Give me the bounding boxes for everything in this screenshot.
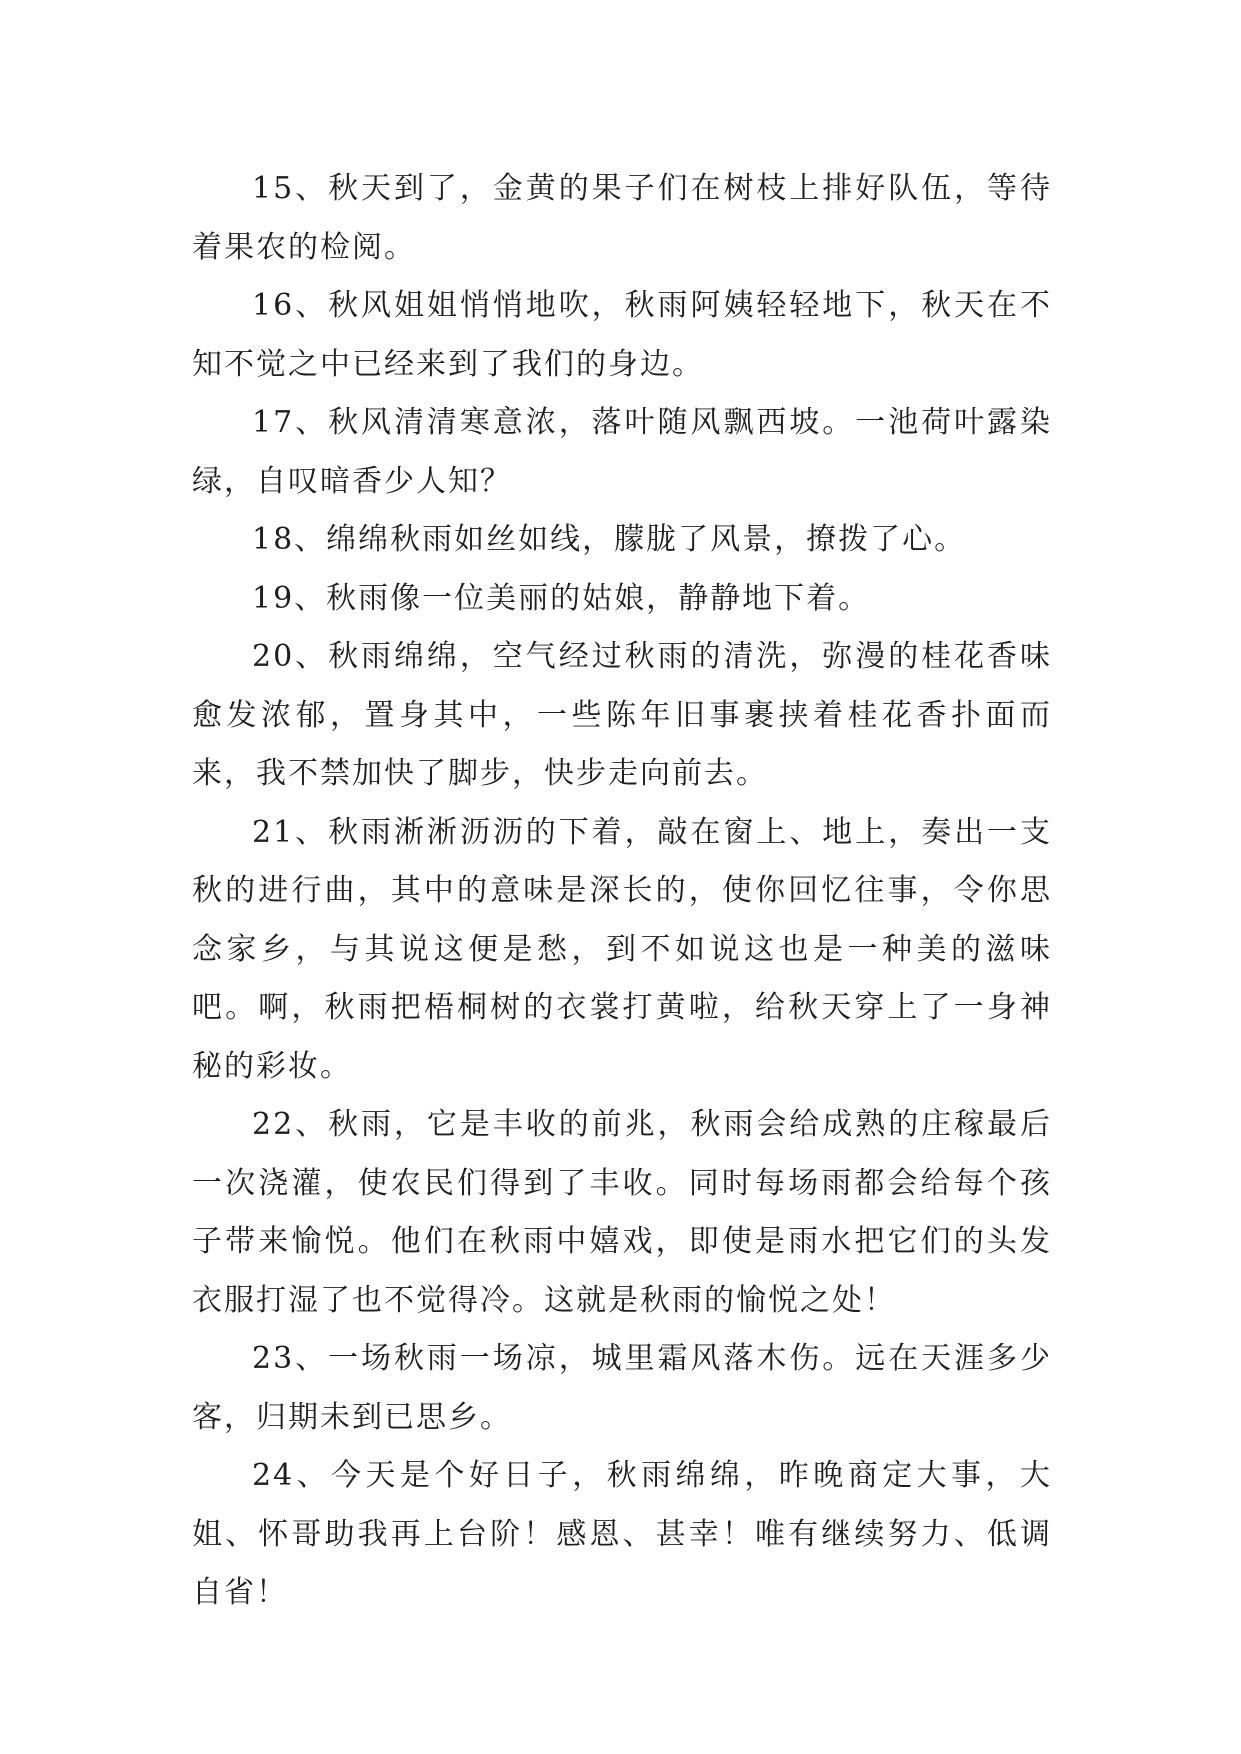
paragraph-21: 21、秋雨淅淅沥沥的下着，敲在窗上、地上，奏出一支秋的进行曲，其中的意味是深长的，使你回忆往事，令你思念家乡，与其说这便是愁，到不如说这也是一种美的滋味吧。啊，秋雨把梧桐树的衣裳打黄啦，给秋天穿上了一身神秘的彩妆。 [192,814,1052,1084]
paragraph-23: 23、一场秋雨一场凉，城里霜风落木伤。远在天涯多少客，归期未到已思乡。 [192,1341,1052,1435]
paragraph-18: 18、绵绵秋雨如丝如线，朦胧了风景，撩拨了心。 [252,522,967,557]
paragraph-17: 17、秋风清清寒意浓，落叶随风飘西坡。一池荷叶露染绿，自叹暗香少人知？ [192,405,1052,499]
paragraph-22: 22、秋雨，它是丰收的前兆，秋雨会给成熟的庄稼最后一次浇灌，使农民们得到了丰收。同时每场雨都会给每个孩子带来愉悦。他们在秋雨中嬉戏，即使是雨水把它们的头发衣服打湿了也不觉得冷。这就是秋雨的愉悦之处！ [192,1107,1052,1318]
paragraph-20: 20、秋雨绵绵，空气经过秋雨的清洗，弥漫的桂花香味愈发浓郁，置身其中，一些陈年旧事裹挟着桂花香扑面而来，我不禁加快了脚步，快步走向前去。 [192,639,1052,791]
paragraph-15: 15、秋天到了，金黄的果子们在树枝上排好队伍，等待着果农的检阅。 [192,171,1052,265]
paragraph-24: 24、今天是个好日子，秋雨绵绵，昨晚商定大事，大姐、怀哥助我再上台阶！感恩、甚幸！唯有继续努力、低调自省！ [192,1458,1052,1610]
document-body [192,160,1052,1623]
paragraph-16: 16、秋风姐姐悄悄地吹，秋雨阿姨轻轻地下，秋天在不知不觉之中已经来到了我们的身边。 [192,288,1052,382]
paragraph-19: 19、秋雨像一位美丽的姑娘，静静地下着。 [252,580,871,616]
